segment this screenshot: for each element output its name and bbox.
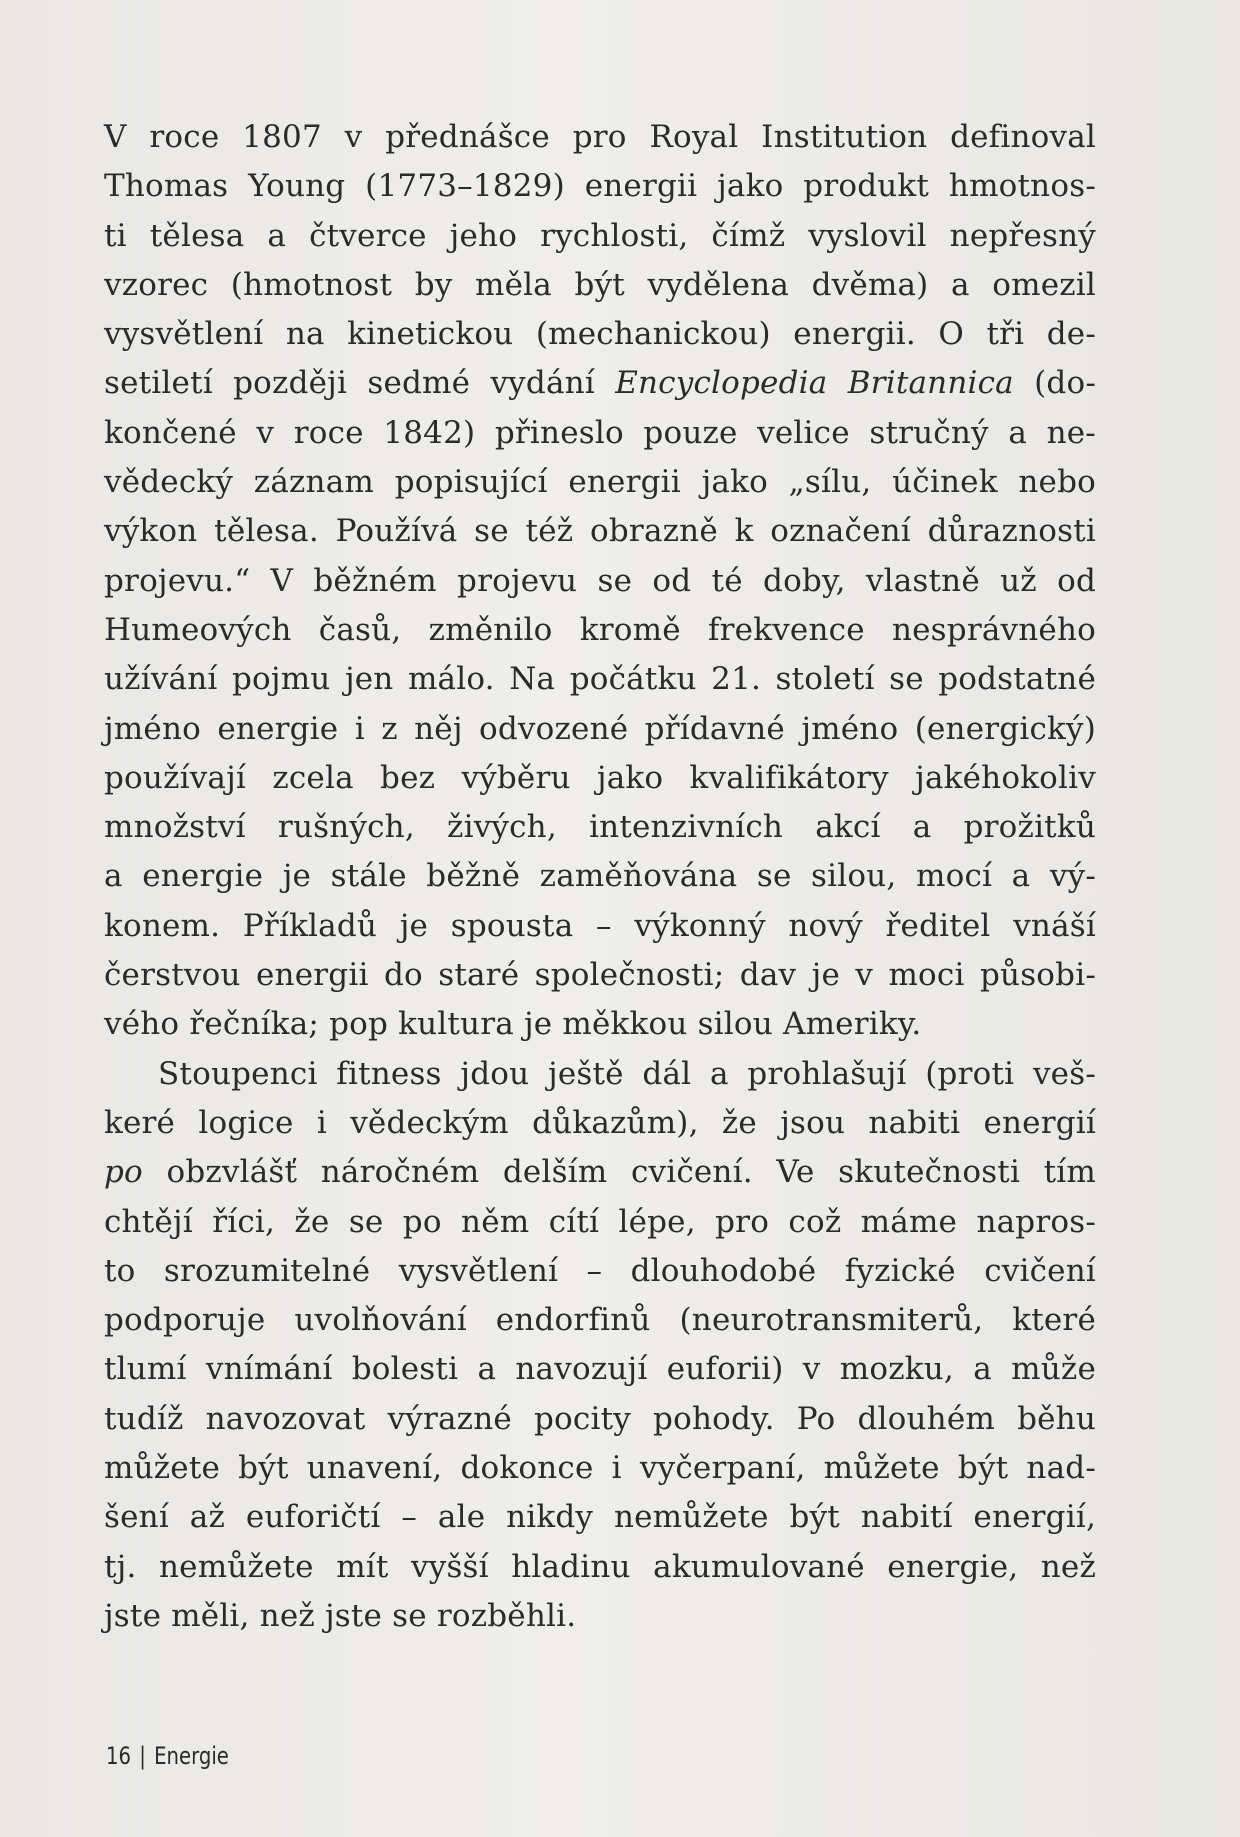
text-line: užívání pojmu jen málo. Na počátku 21. století se podstatné bbox=[104, 661, 1096, 698]
footer-separator: | bbox=[139, 1742, 146, 1770]
text-line: to srozumitelné vysvětlení – dlouhodobé fyzické cvičení bbox=[104, 1252, 1096, 1289]
text-line: konem. Příkladů je spousta – výkonný nový ředitel vnáší bbox=[104, 907, 1096, 944]
page-number: 16 bbox=[106, 1742, 132, 1770]
text-line: vědecký záznam popisující energii jako „sílu, účinek nebo bbox=[104, 464, 1096, 501]
text-line: vzorec (hmotnost by měla být vydělena dvěma) a omezil bbox=[104, 266, 1096, 303]
text-line: podporuje uvolňování endorfinů (neurotransmiterů, které bbox=[104, 1302, 1096, 1339]
text-line: jméno energie i z něj odvozené přídavné jméno (energický) bbox=[104, 710, 1096, 747]
text-line: čerstvou energii do staré společnosti; dav je v moci působi- bbox=[104, 957, 1096, 994]
text-line: výkon tělesa. Používá se též obrazně k označení důraznosti bbox=[104, 513, 1096, 550]
text-line: chtějí říci, že se po něm cítí lépe, pro což máme napros- bbox=[104, 1203, 1096, 1240]
text-line: šení až euforičtí – ale nikdy nemůžete být nabití energií, bbox=[104, 1499, 1096, 1536]
paragraph-1 bbox=[104, 113, 1096, 1050]
text-segment: obzvlášť náročném delším cvičení. Ve skutečnosti tím bbox=[142, 1154, 1096, 1191]
text-line: končené v roce 1842) přineslo pouze velice stručný a ne- bbox=[104, 414, 1096, 451]
text-line: Stoupenci fitness jdou ještě dál a prohlašují (proti veš- bbox=[158, 1055, 1096, 1092]
text-line: Humeových časů, změnilo kromě frekvence nesprávného bbox=[104, 611, 1096, 648]
text-line: můžete být unavení, dokonce i vyčerpaní, můžete být nad- bbox=[104, 1450, 1096, 1487]
text-line: vysvětlení na kinetickou (mechanickou) energii. O tři de- bbox=[104, 316, 1096, 353]
text-line: ti tělesa a čtverce jeho rychlosti, čímž vyslovil nepřesný bbox=[104, 217, 1096, 254]
text-line: keré logice i vědeckým důkazům), že jsou nabiti energií bbox=[104, 1104, 1096, 1141]
italic-book-title: Encyclopedia Britannica bbox=[615, 365, 1014, 402]
text-line: vého řečníka; pop kultura je měkkou silou Ameriky. bbox=[104, 1006, 922, 1043]
text-line: jste měli, než jste se rozběhli. bbox=[104, 1597, 577, 1634]
text-line: tj. nemůžete mít vyšší hladinu akumulované energie, než bbox=[104, 1548, 1096, 1585]
page-footer bbox=[106, 1742, 229, 1770]
text-line: a energie je stále běžně zaměňována se silou, mocí a vý- bbox=[104, 858, 1096, 895]
text-line: V roce 1807 v přednášce pro Royal Institution definoval bbox=[104, 119, 1096, 155]
text-line: množství rušných, živých, intenzivních akcí a prožitků bbox=[104, 809, 1096, 846]
section-title: Energie bbox=[154, 1742, 229, 1770]
text-line: tudíž navozovat výrazné pocity pohody. Po dlouhém běhu bbox=[104, 1400, 1096, 1437]
text-line: Thomas Young (1773–1829) energii jako produkt hmotnos- bbox=[104, 168, 1096, 205]
text-line bbox=[104, 359, 1096, 408]
text-line bbox=[104, 1148, 1096, 1197]
text-line: používají zcela bez výběru jako kvalifikátory jakéhokoliv bbox=[104, 759, 1096, 796]
body-text bbox=[104, 113, 1096, 1641]
italic-word: po bbox=[104, 1154, 143, 1191]
text-segment: (do- bbox=[1013, 365, 1096, 402]
text-line: projevu.“ V běžném projevu se od té doby, vlastně už od bbox=[104, 562, 1096, 599]
paragraph-2 bbox=[104, 1050, 1096, 1642]
text-segment: setiletí později sedmé vydání bbox=[104, 365, 616, 402]
text-line: tlumí vnímání bolesti a navozují euforii) v mozku, a může bbox=[104, 1351, 1096, 1388]
